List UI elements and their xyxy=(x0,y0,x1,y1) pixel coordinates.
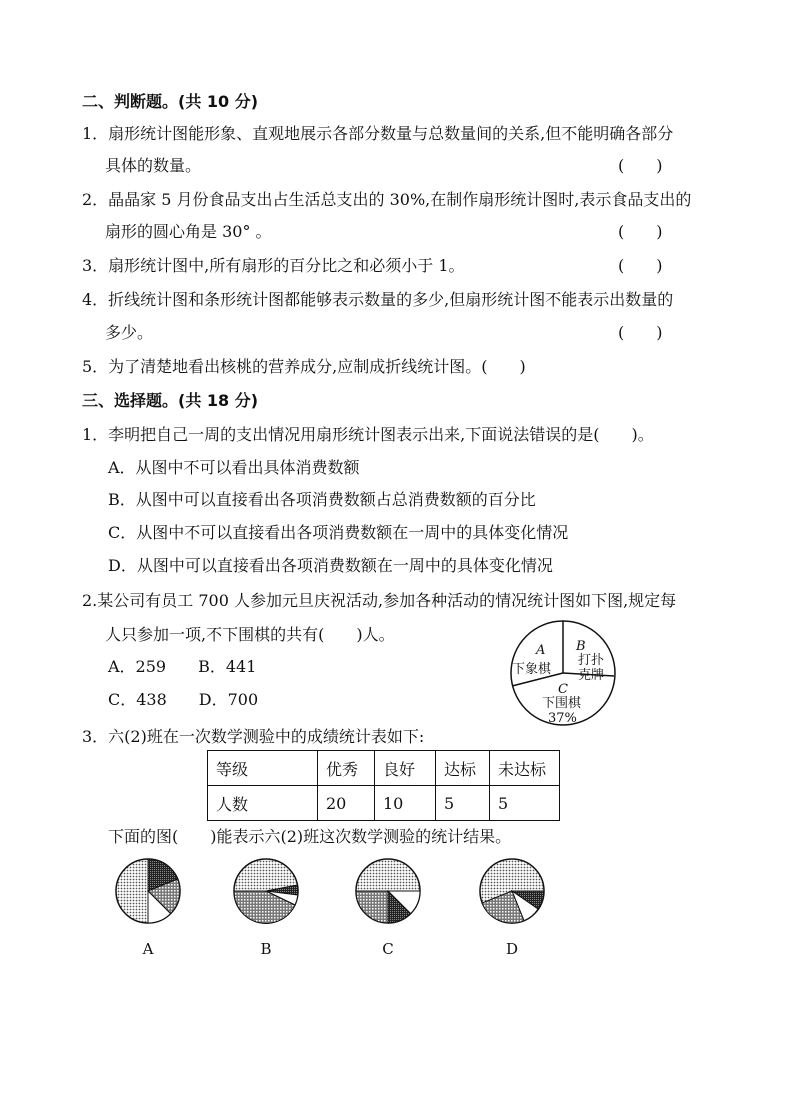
score-table-header-cell: 达标 xyxy=(436,751,490,786)
score-table-cell: 人数 xyxy=(208,786,318,821)
section3-heading: 三、选择题。(共 18 分) xyxy=(82,391,259,410)
pie-a-letter: A xyxy=(536,643,546,658)
score-table-header-cell: 良好 xyxy=(375,751,436,786)
judge-q4-line1: 4．折线统计图和条形统计图都能够表示数量的多少,但扇形统计图不能表示出数量的 xyxy=(82,290,674,309)
option-c-pie[interactable] xyxy=(348,857,428,927)
judge-q1-line2: 具体的数量。 xyxy=(105,156,202,175)
choice-q1-option-b[interactable]: B．从图中可以直接看出各项消费数额占总消费数额的百分比 xyxy=(108,490,536,509)
score-table xyxy=(207,750,560,821)
choice-q1-option-c[interactable]: C．从图中不可以直接看出各项消费数额在一周中的具体变化情况 xyxy=(108,523,569,542)
judge-q2-line2: 扇形的圆心角是 30° 。 xyxy=(105,222,272,241)
option-d-pie[interactable] xyxy=(472,857,552,927)
score-table-row xyxy=(208,786,560,821)
option-a-label: A xyxy=(142,940,154,958)
score-table-cell: 20 xyxy=(318,786,375,821)
activity-pie-chart xyxy=(508,616,618,730)
score-table-header-cell: 未达标 xyxy=(490,751,560,786)
choice-q1-option-d[interactable]: D．从图中可以直接看出各项消费数额在一周中的具体变化情况 xyxy=(108,556,553,575)
score-table-header-cell: 优秀 xyxy=(318,751,375,786)
judge-q3: 3．扇形统计图中,所有扇形的百分比之和必须小于 1。 xyxy=(82,256,465,275)
score-table-cell: 5 xyxy=(490,786,560,821)
pie-b-name-line2: 克牌 xyxy=(578,668,605,683)
choice-q2-options-row1[interactable]: A．259 B．441 xyxy=(108,657,257,676)
pie-a-name: 下象棋 xyxy=(512,662,552,677)
score-table-header-cell: 等级 xyxy=(208,751,318,786)
judge-q5: 5．为了清楚地看出核桃的营养成分,应制成折线统计图。( ) xyxy=(82,357,526,376)
judge-q3-answer-blank[interactable]: ( ) xyxy=(618,256,663,275)
section2-heading: 二、判断题。(共 10 分) xyxy=(82,92,259,111)
judge-q1-answer-blank[interactable]: ( ) xyxy=(618,156,663,175)
judge-q2-line1: 2．晶晶家 5 月份食品支出占生活总支出的 30%,在制作扇形统计图时,表示食品支出的 xyxy=(82,190,692,209)
score-table-cell: 5 xyxy=(436,786,490,821)
choice-q2-options-row2[interactable]: C．438 D．700 xyxy=(108,690,259,709)
choice-q2-line1: 2.某公司有员工 700 人参加元旦庆祝活动,参加各种活动的情况统计图如下图,规定每 xyxy=(82,591,677,610)
pie-c-name: 下围棋 xyxy=(542,696,582,711)
pie-c-letter: C xyxy=(558,682,568,697)
score-table-cell: 10 xyxy=(375,786,436,821)
score-table-header-row xyxy=(208,751,560,786)
judge-q4-line2: 多少。 xyxy=(105,323,154,342)
pie-b-letter: B xyxy=(576,639,586,654)
pie-c-percent: 37% xyxy=(548,711,577,726)
option-b-pie[interactable] xyxy=(226,857,306,927)
choice-q1-option-a[interactable]: A．从图中不可以看出具体消费数额 xyxy=(108,458,360,477)
judge-q4-answer-blank[interactable]: ( ) xyxy=(618,323,663,342)
option-c-label: C xyxy=(382,940,394,958)
pie-b-name-line1: 打扑 xyxy=(578,653,605,668)
judge-q1-line1: 1．扇形统计图能形象、直观地展示各部分数量与总数量间的关系,但不能明确各部分 xyxy=(82,124,674,143)
choice-q1: 1．李明把自己一周的支出情况用扇形统计图表示出来,下面说法错误的是( )。 xyxy=(82,425,654,444)
option-a-pie[interactable] xyxy=(108,857,188,927)
option-d-label: D xyxy=(505,940,519,958)
judge-q2-answer-blank[interactable]: ( ) xyxy=(618,222,663,241)
option-b-label: B xyxy=(260,940,272,958)
choice-q2-line2: 人只参加一项,不下围棋的共有( )人。 xyxy=(105,625,395,644)
choice-q3: 3．六(2)班在一次数学测验中的成绩统计表如下: xyxy=(82,727,425,746)
choice-q3-prompt: 下面的图( )能表示六(2)班这次数学测验的统计结果。 xyxy=(108,827,512,846)
